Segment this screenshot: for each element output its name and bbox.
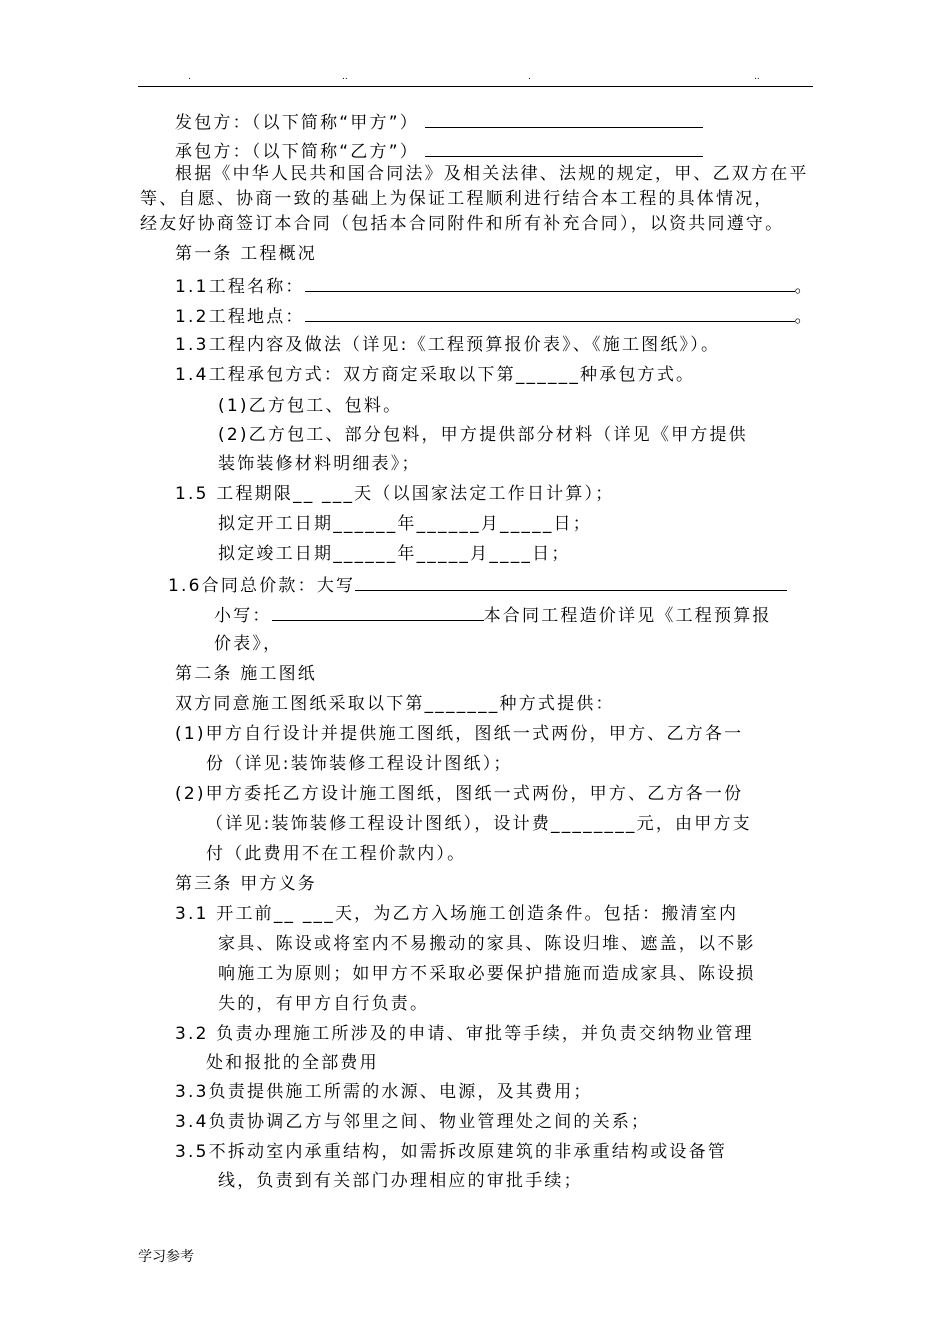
drawings-option-1-line1: (1)甲方自行设计并提供施工图纸，图纸一式两份，甲方、乙方各一 — [175, 724, 744, 744]
project-term-line: 1.5 工程期限__ ___天（以国家法定工作日计算）； — [175, 484, 615, 504]
basis-paragraph-line1: 根据《中华人民共和国合同法》及相关法律、法规的规定，甲、乙双方在平 — [175, 164, 809, 184]
contract-mode-line: 1.4工程承包方式：双方商定采取以下第______种承包方式。 — [175, 365, 696, 385]
planned-end-date: 拟定竣工日期______年_____月____日； — [218, 544, 571, 564]
header-mark: .. — [342, 72, 348, 82]
header-mark: . — [528, 72, 531, 82]
project-name-blank — [305, 274, 795, 292]
drawings-option-2-line3: 付（此费用不在工程价款内）。 — [206, 844, 467, 864]
contractor-line: 承包方：（以下简称“乙方”） — [175, 139, 703, 163]
mode-option-1: (1)乙方包工、包料。 — [218, 396, 403, 416]
contract-price-line: 1.6合同总价款：大写 — [168, 573, 787, 597]
contractor-name-blank — [425, 139, 703, 157]
obligation-3-2-line2: 处和报批的全部费用 — [206, 1053, 379, 1073]
obligation-3-4: 3.4负责协调乙方与邻里之间、物业管理处之间的关系； — [175, 1112, 651, 1132]
drawings-option-1-line2: 份（详见:装饰装修工程设计图纸）； — [206, 754, 513, 774]
employer-line: 发包方：（以下简称“甲方”） — [175, 110, 703, 134]
project-site-blank — [305, 304, 795, 322]
obligation-3-1-line2: 家具、陈设或将室内不易搬动的家具、陈设归堆、遮盖，以不影 — [218, 934, 756, 954]
page-footer: 学习参考 — [138, 1249, 194, 1265]
article2-heading: 第二条 施工图纸 — [175, 664, 318, 684]
obligation-3-1-line1: 3.1 开工前__ ___天，为乙方入场施工创造条件。包括：搬清室内 — [175, 904, 739, 924]
obligation-3-1-line4: 失的，有甲方自行负责。 — [218, 994, 430, 1014]
basis-paragraph-line2: 等、自愿、协商一致的基础上为保证工程顺利进行结合本工程的具体情况， — [140, 189, 774, 209]
employer-name-blank — [425, 110, 703, 128]
price-figures-blank — [272, 603, 484, 621]
project-name-line: 1.1工程名称： 。 — [175, 274, 814, 298]
drawings-option-2-line2: （详见:装饰装修工程设计图纸），设计费________元，由甲方支 — [206, 814, 752, 834]
price-figures-line: 小写： 本合同工程造价详见《工程预算报 — [214, 603, 772, 627]
price-words-blank — [355, 573, 787, 591]
header-mark: . — [188, 72, 191, 82]
basis-paragraph-line3: 经友好协商签订本合同（包括本合同附件和所有补充合同），以资共同遵守。 — [140, 214, 785, 234]
header-rule — [138, 86, 813, 87]
project-site-line: 1.2工程地点： 。 — [175, 304, 814, 328]
article1-heading: 第一条 工程概况 — [175, 244, 318, 264]
mode-option-2-line1: (2)乙方包工、部分包料，甲方提供部分材料（详见《甲方提供 — [218, 425, 748, 445]
obligation-3-5-line1: 3.5不拆动室内承重结构，如需拆改原建筑的非承重结构或设备管 — [175, 1142, 728, 1162]
price-figures-line2: 价表》， — [214, 634, 283, 654]
header-mark: .. — [754, 72, 760, 82]
drawings-intro: 双方同意施工图纸采取以下第_______种方式提供： — [175, 694, 615, 714]
mode-option-2-line2: 装饰装修材料明细表》； — [218, 454, 421, 474]
drawings-option-2-line1: (2)甲方委托乙方设计施工图纸，图纸一式两份，甲方、乙方各一份 — [175, 784, 744, 804]
obligation-3-5-line2: 线，负责到有关部门办理相应的审批手续； — [218, 1171, 583, 1191]
project-content-line: 1.3工程内容及做法（详见:《工程预算报价表》、《施工图纸》）。 — [175, 335, 721, 355]
obligation-3-1-line3: 响施工为原则；如甲方不采取必要保护措施而造成家具、陈设损 — [218, 964, 756, 984]
planned-start-date: 拟定开工日期______年______月_____日； — [218, 514, 592, 534]
article3-heading: 第三条 甲方义务 — [175, 874, 318, 894]
obligation-3-2-line1: 3.2 负责办理施工所涉及的申请、审批等手续，并负责交纳物业管理 — [175, 1024, 754, 1044]
obligation-3-3: 3.3负责提供施工所需的水源、电源，及其费用； — [175, 1082, 593, 1102]
